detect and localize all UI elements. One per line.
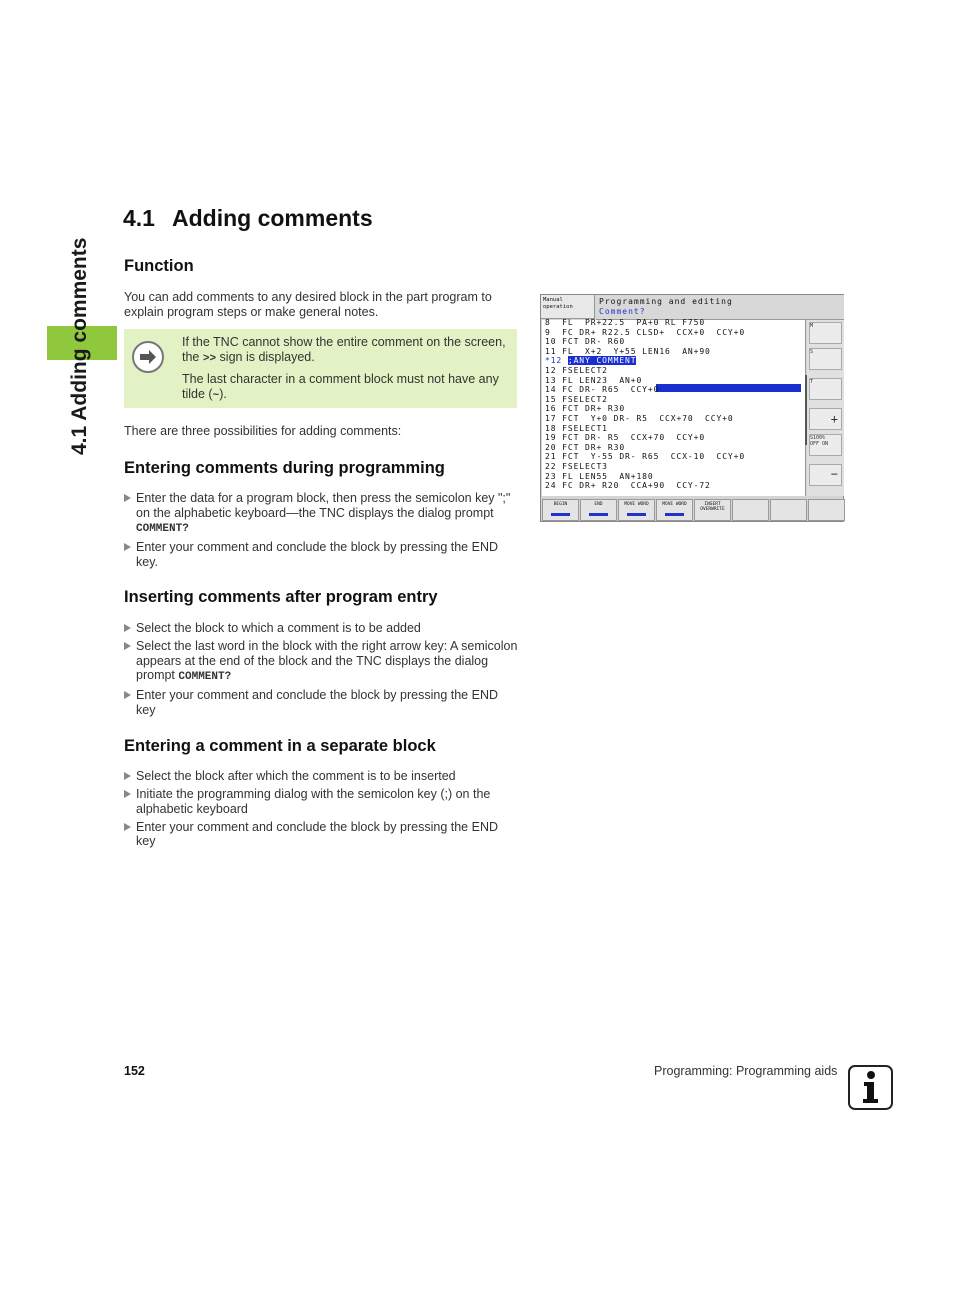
- tnc-program-line: 10 FCT DR- R60: [545, 337, 626, 347]
- tnc-cursor-bar: [656, 384, 801, 392]
- list-item: Initiate the programming dialog with the semicolon key (;) on the alphabetic keyboard: [124, 787, 519, 816]
- tnc-program-line: 20 FCT DR+ R30: [545, 442, 626, 452]
- possibilities-text: There are three possibilities for adding comments:: [124, 424, 402, 438]
- softkey-empty-1: [732, 499, 769, 521]
- list-item: Select the last word in the block with the right arrow key: A semicolon appears at the end of the block and the TNC displays the dialog prompt COMMENT?: [124, 639, 519, 685]
- tnc-mode-label: Manual operation: [541, 295, 595, 319]
- section3-list: [124, 769, 519, 852]
- triangle-bullet-icon: [124, 823, 131, 831]
- tnc-program-line: 21 FCT Y-55 DR- R65 CCX-10 CCY+0: [545, 452, 746, 462]
- tnc-header: Programming and editing Comment?: [596, 295, 844, 320]
- note-line-2: The last character in a comment block must not have any tilde (~).: [182, 372, 499, 402]
- side-softkey-m: M: [809, 322, 842, 344]
- tnc-program-line: 14 FC DR- R65 CCY+0: [545, 385, 660, 395]
- softkey-insert-overwrite: INSERT OVERWRITE: [694, 499, 731, 521]
- tnc-program-line: 18 FSELECT1: [545, 423, 608, 433]
- triangle-bullet-icon: [124, 691, 131, 699]
- triangle-bullet-icon: [124, 494, 131, 502]
- side-chapter-title: 4.1 Adding comments: [68, 237, 91, 455]
- triangle-bullet-icon: [124, 790, 131, 798]
- arrow-right-icon: [132, 341, 164, 373]
- tnc-program-line: 15 FSELECT2: [545, 394, 608, 404]
- function-heading: Function: [124, 257, 194, 275]
- tnc-softkey-row: [541, 498, 843, 522]
- tnc-program-line: 23 FL LEN55 AN+180: [545, 471, 654, 481]
- note-box: [124, 329, 517, 408]
- softkey-begin: BEGIN: [542, 499, 579, 521]
- triangle-bullet-icon: [124, 772, 131, 780]
- section2-list: [124, 621, 519, 721]
- tnc-program-line: 16 FCT DR+ R30: [545, 404, 626, 414]
- tnc-side-softkeys: [807, 320, 844, 496]
- tnc-program-listing: [542, 320, 806, 496]
- side-softkey-override: S100% OFF ON: [809, 434, 842, 456]
- list-item: Select the block after which the comment is to be inserted: [124, 769, 519, 784]
- footer-chapter: Programming: Programming aids: [654, 1064, 838, 1078]
- list-item: Enter your comment and conclude the block by pressing the END key.: [124, 540, 519, 569]
- softkey-empty-2: [770, 499, 807, 521]
- list-item: Enter your comment and conclude the block by pressing the END key: [124, 688, 519, 717]
- note-line-1: If the TNC cannot show the entire comment on the screen, the >> sign is displayed.: [182, 335, 506, 365]
- softkey-end: END: [580, 499, 617, 521]
- function-intro: You can add comments to any desired block in the part program to explain program steps or make general notes.: [124, 290, 492, 319]
- side-softkey-t: T: [809, 378, 842, 400]
- tnc-program-line: 12 FSELECT2: [545, 366, 608, 375]
- section1-list: [124, 491, 519, 573]
- triangle-bullet-icon: [124, 543, 131, 551]
- tnc-program-line: 19 FCT DR- R5 CCX+70 CCY+0: [545, 433, 706, 443]
- list-item: Enter the data for a program block, then press the semicolon key ";" on the alphabetic keyboard—the TNC displays the dialog prompt COMMENT?: [124, 491, 519, 537]
- tnc-program-line: 13 FL LEN23 AN+0: [545, 375, 643, 385]
- side-softkey-plus: +: [809, 408, 842, 430]
- tnc-program-line: 17 FCT Y+0 DR- R5 CCX+70 CCY+0: [545, 414, 734, 423]
- list-item: Enter your comment and conclude the block by pressing the END key: [124, 820, 519, 849]
- tnc-program-line: 22 FSELECT3: [545, 462, 608, 471]
- triangle-bullet-icon: [124, 642, 131, 650]
- page-title: [123, 205, 373, 232]
- section1-heading: Entering comments during programming: [124, 459, 445, 477]
- section-title: Adding comments: [172, 205, 373, 231]
- softkey-empty-3: [808, 499, 845, 521]
- softkey-move-word-left: MOVE WORD: [618, 499, 655, 521]
- tnc-program-line: 8 FL PR+22.5 PA+0 RL F750: [545, 318, 706, 327]
- tnc-program-line: 9 FC DR+ R22.5 CLSD+ CCX+0 CCY+0: [545, 327, 746, 337]
- section2-heading: Inserting comments after program entry: [124, 588, 438, 606]
- tnc-screen-figure: [540, 294, 844, 522]
- tnc-program-line: 24 FC DR+ R20 CCA+90 CCY-72: [545, 481, 711, 491]
- info-icon: [848, 1065, 893, 1110]
- page-number: 152: [124, 1064, 145, 1078]
- side-softkey-s: S: [809, 348, 842, 370]
- tnc-current-line: *12 ;ANY COMMENT: [545, 356, 637, 365]
- side-softkey-minus: −: [809, 464, 842, 486]
- section-number: 4.1: [123, 205, 155, 231]
- softkey-move-word-right: MOVE WORD: [656, 499, 693, 521]
- list-item: Select the block to which a comment is to be added: [124, 621, 519, 636]
- section3-heading: Entering a comment in a separate block: [124, 737, 436, 755]
- triangle-bullet-icon: [124, 624, 131, 632]
- tnc-program-line: 11 FL X+2 Y+55 LEN16 AN+90: [545, 346, 711, 356]
